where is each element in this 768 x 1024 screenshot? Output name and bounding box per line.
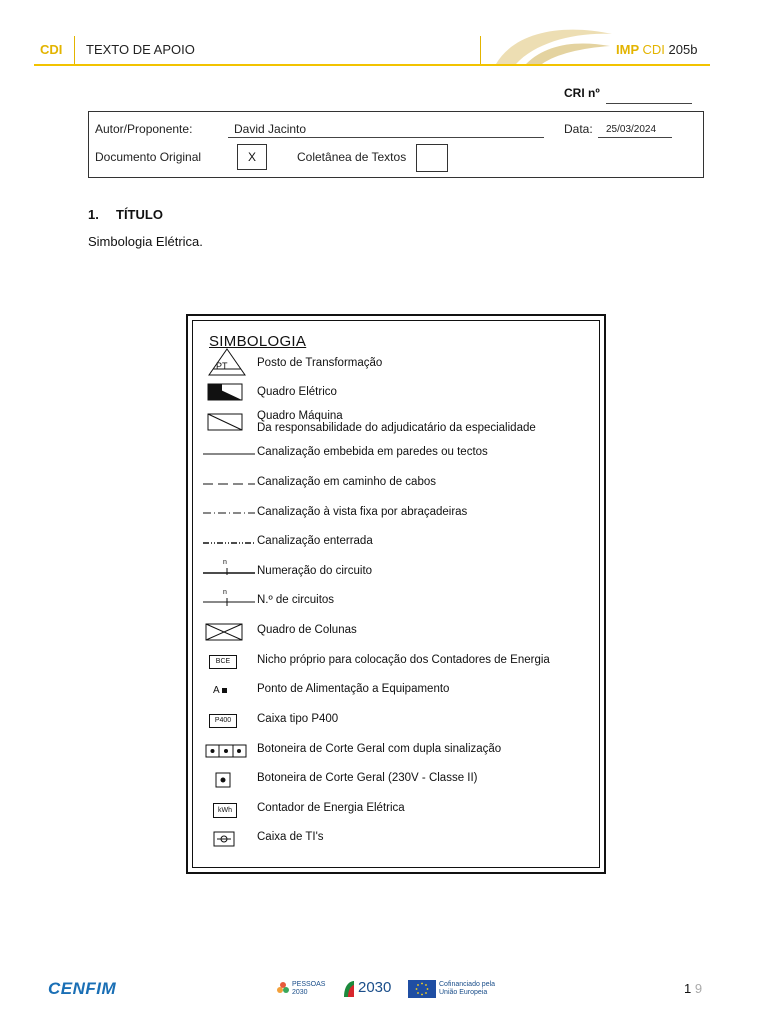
power-point-text: A — [213, 685, 220, 696]
symbology-legend — [186, 314, 606, 874]
decorative-swirl-icon — [486, 20, 616, 66]
electric-panel-icon — [207, 383, 243, 401]
page-current: 1 — [684, 981, 692, 996]
legend-item: Posto de Transformação — [257, 357, 383, 369]
legend-item: Da responsabilidade do adjudicatário da especialidade — [257, 422, 536, 434]
legend-item: Quadro Elétrico — [257, 386, 337, 398]
date-value[interactable]: 25/03/2024 — [606, 124, 657, 135]
cable-tray-icon — [203, 481, 255, 487]
section-title: TÍTULO — [116, 207, 163, 222]
cri-field[interactable] — [606, 103, 692, 104]
header-code-cdi: CDI — [642, 42, 665, 57]
header-cdi-label: CDI — [40, 42, 63, 57]
original-checkbox[interactable]: X — [237, 144, 267, 170]
legend-item: N.º de circuitos — [257, 594, 335, 606]
original-label: Documento Original — [95, 150, 202, 164]
section-text: Simbologia Elétrica. — [88, 234, 203, 249]
author-label: Autor/Proponente: — [95, 122, 193, 136]
class-ii-button-icon — [215, 772, 231, 788]
legend-item: Canalização à vista fixa por abraçadeiras — [257, 506, 468, 518]
legend-item: Canalização embebida em paredes ou tectos — [257, 446, 488, 458]
pessoas-2030-text: PESSOAS 2030 — [292, 981, 326, 996]
page-total: 9 — [694, 981, 703, 996]
eu-cofunded-line2: União Europeia — [439, 989, 488, 996]
double-signal-button-icon — [205, 744, 247, 758]
flower-icon — [276, 980, 290, 998]
ti-box-icon — [213, 831, 235, 847]
portugal-2030-text: 2030 — [358, 979, 392, 996]
circuit-count-icon — [203, 597, 255, 607]
cri-label: CRI nº — [564, 86, 600, 100]
legend-item: Botoneira de Corte Geral com dupla sinalização — [257, 743, 502, 755]
eu-flag-icon — [408, 980, 436, 998]
circuit-number-icon — [203, 567, 255, 577]
meter-niche-icon: BCE — [209, 655, 237, 669]
eu-cofunded-logo — [408, 980, 498, 1000]
author-value[interactable]: David Jacinto — [234, 122, 307, 136]
header-divider — [480, 36, 481, 66]
header-divider — [74, 36, 75, 66]
legend-item: Contador de Energia Elétrica — [257, 802, 405, 814]
legend-item: Caixa de TI's — [257, 831, 324, 843]
legend-item: Quadro Máquina — [257, 410, 343, 422]
eu-cofunded-line1: Cofinanciado pela — [439, 981, 496, 988]
transformer-post-text: PT — [216, 361, 228, 371]
exposed-conduit-icon — [203, 510, 255, 516]
collection-label: Coletânea de Textos — [297, 150, 407, 164]
cenfim-logo: CENFIM — [48, 979, 117, 998]
date-label: Data: — [564, 122, 593, 136]
legend-item: Botoneira de Corte Geral (230V - Classe II) — [257, 772, 478, 784]
buried-conduit-icon — [203, 540, 255, 546]
page-number — [684, 981, 702, 996]
machine-panel-icon — [207, 413, 243, 431]
author-underline — [228, 137, 544, 138]
legend-item: Canalização enterrada — [257, 535, 373, 547]
header-code-imp: IMP — [616, 42, 639, 57]
energy-meter-icon: kWh — [213, 803, 237, 818]
collection-checkbox[interactable] — [416, 144, 448, 172]
legend-item: Numeração do circuito — [257, 565, 373, 577]
header-doc-type: TEXTO DE APOIO — [86, 42, 195, 57]
legend-item: Quadro de Colunas — [257, 624, 357, 636]
power-point-icon — [213, 685, 227, 696]
circuit-count-text: n — [223, 589, 227, 596]
portugal-2030-logo — [342, 977, 396, 1001]
header-code-number: 205b — [668, 42, 698, 57]
header-rule — [34, 64, 710, 66]
portugal-flag-icon — [342, 979, 356, 999]
section-number: 1. — [88, 207, 99, 222]
header-code — [616, 42, 697, 57]
circuit-number-text: n — [223, 559, 227, 566]
legend-item: Ponto de Alimentação a Equipamento — [257, 683, 450, 695]
column-panel-icon — [205, 623, 243, 641]
legend-item: Canalização em caminho de cabos — [257, 476, 436, 488]
date-underline — [598, 137, 672, 138]
legend-item: Nicho próprio para colocação dos Contadores de Energia — [257, 654, 550, 666]
legend-item: Caixa tipo P400 — [257, 713, 339, 725]
pessoas-2030-logo — [276, 977, 330, 1001]
p400-box-icon: P400 — [209, 714, 237, 728]
legend-title: SIMBOLOGIA — [209, 333, 307, 350]
embedded-conduit-icon — [203, 451, 255, 457]
